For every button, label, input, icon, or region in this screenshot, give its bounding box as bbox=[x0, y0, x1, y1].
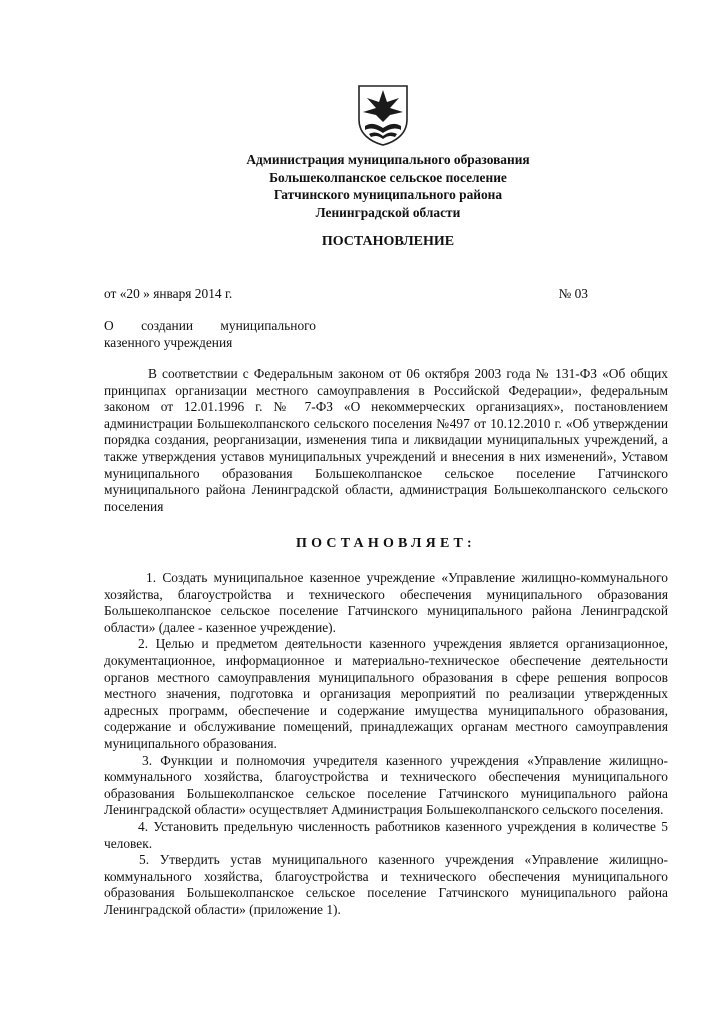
subject-line: О создании муниципального bbox=[104, 318, 316, 333]
document-title: ПОСТАНОВЛЕНИЕ bbox=[321, 234, 455, 249]
document-subject bbox=[104, 318, 316, 351]
decree-item: 3. Функции и полномочия учредителя казенного учреждения «Управление жилищно-коммунального хозяйства, благоустройства и технического обеспечения муниципального образования Большеколпанское сельское поселение Гатчинского муниципального района Ленинградской области» осуществляет Администрация Большеколпанского сельского поселения. bbox=[104, 752, 668, 818]
coat-of-arms-emblem bbox=[357, 84, 409, 146]
decree-items bbox=[104, 570, 668, 918]
header-line: Гатчинского муниципального района bbox=[273, 187, 503, 202]
decree-item: 1. Создать муниципальное казенное учреждение «Управление жилищно-коммунального хозяйства, благоустройства и технического обеспечения муниципального образования Большеколпанское сельское поселение Гатчинского муниципального района Ленинградской области» (далее - казенное учреждение). bbox=[104, 570, 668, 635]
decree-item: 5. Утвердить устав муниципального казенного учреждения «Управление жилищно-коммунального хозяйства, благоустройства и технического обеспечения муниципального образования Большеколпанское сельское поселение Гатчинского муниципального района Ленинградской области» (приложение 1). bbox=[104, 852, 668, 917]
organization-header bbox=[100, 151, 676, 221]
date-line bbox=[104, 286, 588, 303]
header-line: Ленинградской области bbox=[315, 204, 461, 220]
decree-item: 2. Целью и предметом деятельности казенного учреждения является организационное, документационное, информационное и материально-техническое обеспечение деятельности органов местного самоуправления муниципального образования в сфере решения вопросов местного значения, подготовка и организация мероприятий по реализации утвержденных адресных программ, обеспечение и содержание имущества муниципального образования, содержание и обслуживание помещений, принадлежащих органам местного самоуправления муниципального образования. bbox=[104, 636, 668, 751]
decree-item: 4. Установить предельную численность работников казенного учреждения в количестве 5 человек. bbox=[104, 818, 668, 851]
preamble-text: В соответствии с Федеральным законом от 06 октября 2003 года № 131-ФЗ «Об общих принципах организации местного самоуправления в Российской Федерации», федеральным законом от 12.01.1996 г. № 7-ФЗ «О некоммерческих организациях», постановлением администрации Большеколпанского сельского поселения №497 от 10.12.2010 г. «Об утверждении порядка создания, реорганизации, изменения типа и ликвидации муниципальных учреждений, а также утверждения уставов муниципальных учреждений и внесения в них изменений», Уставом муниципального образования Большеколпанское сельское поселение Гатчинского муниципального района Ленинградской области, администрация Большеколпанского сельского поселения bbox=[104, 366, 668, 514]
header-line: Большеколпанское сельское поселение bbox=[269, 169, 507, 185]
preamble-paragraph bbox=[104, 366, 668, 515]
subject-line: казенного учреждения bbox=[104, 334, 233, 350]
document-number: № 03 bbox=[558, 286, 588, 301]
decree-heading: ПОСТАНОВЛЯЕТ: bbox=[296, 536, 476, 551]
document-date: от «20 » января 2014 г. bbox=[104, 286, 233, 301]
header-line: Администрация муниципального образования bbox=[246, 152, 530, 167]
